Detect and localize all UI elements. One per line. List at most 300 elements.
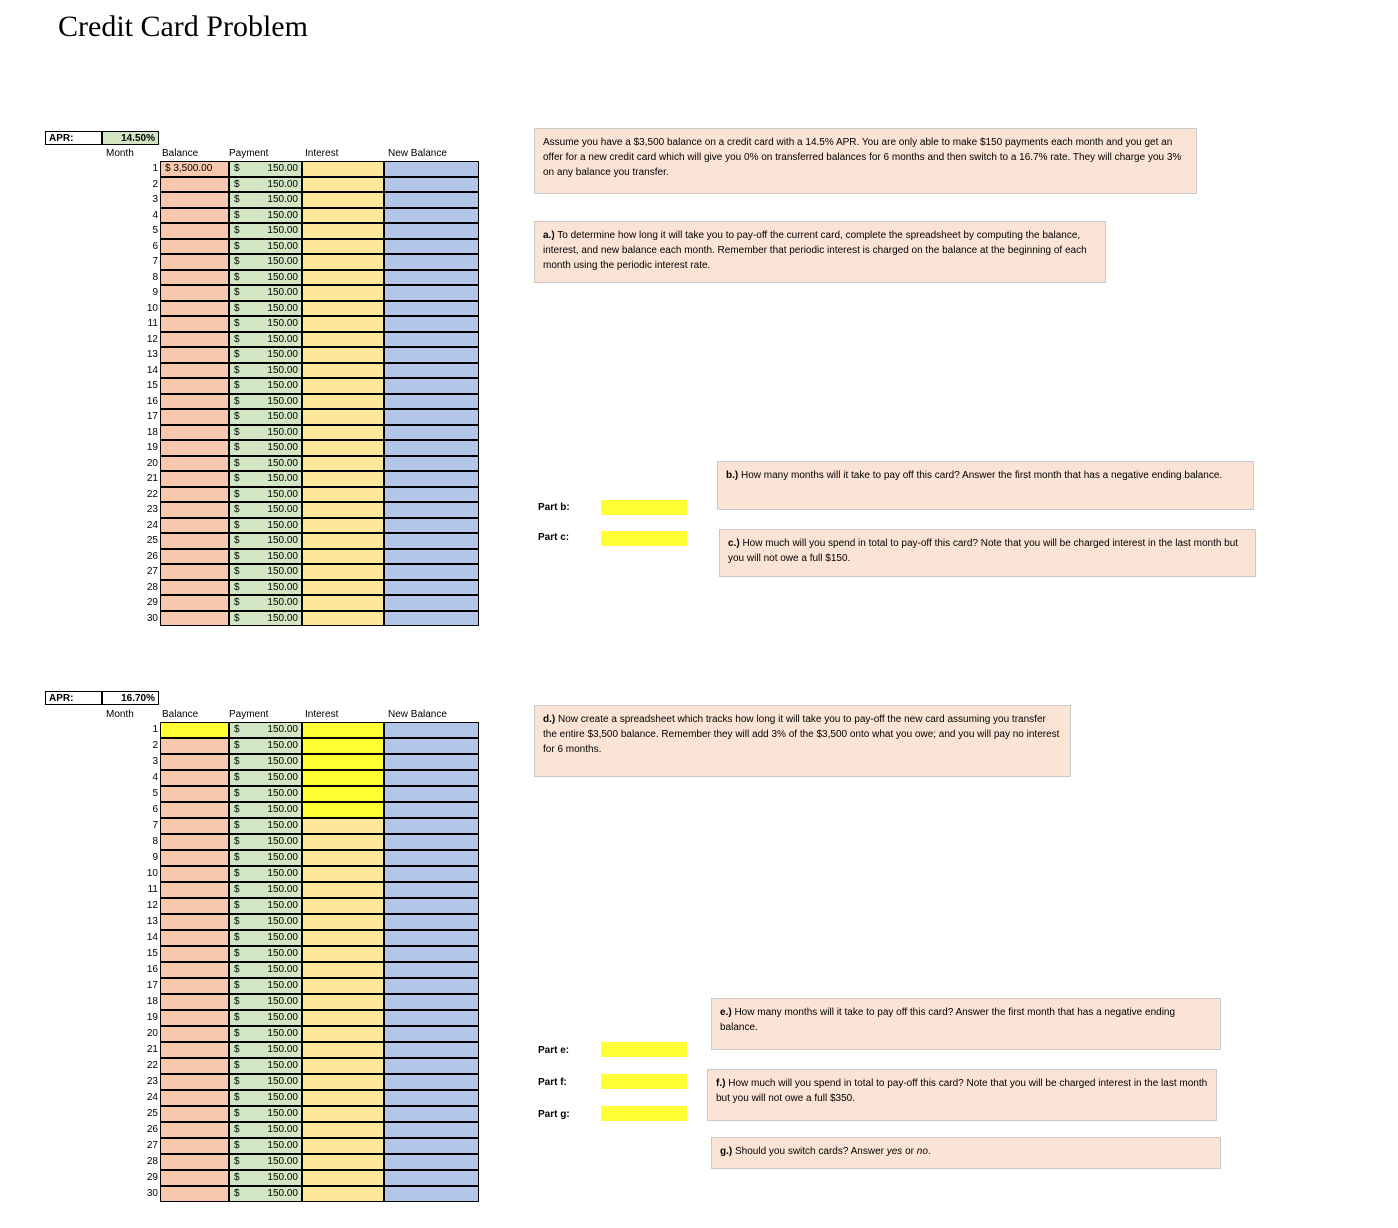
payment-currency: $: [234, 740, 240, 751]
balance-cell[interactable]: [160, 208, 229, 224]
new-balance-cell[interactable]: [384, 425, 479, 441]
balance-cell[interactable]: [160, 754, 229, 770]
balance-cell[interactable]: [160, 161, 229, 177]
payment-cell[interactable]: [229, 786, 302, 802]
new-balance-cell[interactable]: [384, 818, 479, 834]
new-balance-cell[interactable]: [384, 363, 479, 379]
interest-cell[interactable]: [302, 595, 384, 611]
payment-cell[interactable]: [229, 1154, 302, 1170]
new-balance-cell[interactable]: [384, 738, 479, 754]
balance-cell[interactable]: [160, 1090, 229, 1106]
apr-value-1[interactable]: 14.50%: [102, 131, 159, 145]
payment-currency: $: [234, 1076, 240, 1087]
interest-cell[interactable]: [302, 866, 384, 882]
payment-currency: $: [234, 1156, 240, 1167]
balance-cell[interactable]: [160, 223, 229, 239]
payment-cell[interactable]: [229, 270, 302, 286]
balance-cell[interactable]: [160, 611, 229, 627]
balance-cell[interactable]: [160, 1026, 229, 1042]
new-balance-cell[interactable]: [384, 456, 479, 472]
month-number: 4: [152, 209, 158, 221]
interest-cell[interactable]: [302, 332, 384, 348]
new-balance-cell[interactable]: [384, 802, 479, 818]
interest-cell[interactable]: [302, 580, 384, 596]
interest-cell[interactable]: [302, 962, 384, 978]
interest-cell[interactable]: [302, 316, 384, 332]
payment-value: 150.00: [267, 756, 298, 767]
payment-value: 150.00: [267, 1092, 298, 1103]
balance-cell[interactable]: [160, 994, 229, 1010]
new-balance-cell[interactable]: [384, 533, 479, 549]
interest-cell[interactable]: [302, 930, 384, 946]
new-balance-cell[interactable]: [384, 722, 479, 738]
payment-cell[interactable]: [229, 502, 302, 518]
apr-value-2[interactable]: 16.70%: [102, 691, 159, 705]
interest-cell[interactable]: [302, 208, 384, 224]
payment-currency: $: [234, 163, 240, 174]
balance-cell[interactable]: [160, 580, 229, 596]
payment-value: 150.00: [267, 550, 298, 562]
interest-cell[interactable]: [302, 946, 384, 962]
payment-cell[interactable]: [229, 834, 302, 850]
payment-cell[interactable]: [229, 978, 302, 994]
new-balance-cell[interactable]: [384, 409, 479, 425]
new-balance-cell[interactable]: [384, 1026, 479, 1042]
balance-cell[interactable]: [160, 1170, 229, 1186]
balance-cell[interactable]: [160, 316, 229, 332]
interest-cell[interactable]: [302, 1074, 384, 1090]
interest-cell[interactable]: [302, 1010, 384, 1026]
new-balance-cell[interactable]: [384, 549, 479, 565]
payment-value: 150.00: [267, 612, 298, 624]
interest-cell[interactable]: [302, 994, 384, 1010]
payment-cell[interactable]: [229, 239, 302, 255]
payment-cell[interactable]: [229, 850, 302, 866]
interest-cell[interactable]: [302, 738, 384, 754]
new-balance-cell[interactable]: [384, 1042, 479, 1058]
balance-cell[interactable]: [160, 834, 229, 850]
interest-cell[interactable]: [302, 533, 384, 549]
payment-currency: $: [234, 996, 240, 1007]
balance-cell[interactable]: [160, 471, 229, 487]
balance-cell[interactable]: [160, 518, 229, 534]
payment-cell[interactable]: [229, 518, 302, 534]
balance-cell[interactable]: [160, 1074, 229, 1090]
interest-cell[interactable]: [302, 270, 384, 286]
new-balance-cell[interactable]: [384, 394, 479, 410]
balance-cell[interactable]: [160, 425, 229, 441]
interest-cell[interactable]: [302, 1106, 384, 1122]
interest-cell[interactable]: [302, 1186, 384, 1202]
balance-cell[interactable]: [160, 770, 229, 786]
interest-cell[interactable]: [302, 850, 384, 866]
interest-cell[interactable]: [302, 285, 384, 301]
part-e-answer-cell[interactable]: [601, 1042, 687, 1057]
interest-cell[interactable]: [302, 1026, 384, 1042]
header-month-2: Month: [106, 709, 134, 720]
interest-cell[interactable]: [302, 347, 384, 363]
payment-cell[interactable]: [229, 738, 302, 754]
new-balance-cell[interactable]: [384, 1074, 479, 1090]
interest-cell[interactable]: [302, 722, 384, 738]
new-balance-cell[interactable]: [384, 1106, 479, 1122]
new-balance-cell[interactable]: [384, 378, 479, 394]
interest-cell[interactable]: [302, 898, 384, 914]
month-number: 2: [152, 178, 158, 190]
interest-cell[interactable]: [302, 611, 384, 627]
balance-cell[interactable]: [160, 1186, 229, 1202]
balance-cell[interactable]: [160, 239, 229, 255]
payment-cell[interactable]: [229, 818, 302, 834]
new-balance-cell[interactable]: [384, 471, 479, 487]
interest-cell[interactable]: [302, 239, 384, 255]
month-number: 28: [146, 1156, 158, 1167]
part-b-answer-cell[interactable]: [601, 500, 687, 515]
new-balance-cell[interactable]: [384, 850, 479, 866]
payment-cell[interactable]: [229, 192, 302, 208]
part-f-answer-cell[interactable]: [601, 1074, 687, 1089]
payment-cell[interactable]: [229, 1090, 302, 1106]
interest-cell[interactable]: [302, 502, 384, 518]
new-balance-cell[interactable]: [384, 502, 479, 518]
balance-cell[interactable]: [160, 802, 229, 818]
part-c-label: Part c:: [538, 532, 570, 543]
question-a-label: a.): [543, 230, 555, 241]
payment-cell[interactable]: [229, 332, 302, 348]
new-balance-cell[interactable]: [384, 834, 479, 850]
header-month-1: Month: [106, 148, 134, 159]
balance-cell[interactable]: [160, 456, 229, 472]
payment-cell[interactable]: [229, 1122, 302, 1138]
month-number: 22: [146, 488, 158, 500]
balance-cell[interactable]: [160, 1138, 229, 1154]
balance-cell[interactable]: [160, 898, 229, 914]
new-balance-cell[interactable]: [384, 1122, 479, 1138]
payment-cell[interactable]: [229, 161, 302, 177]
new-balance-cell[interactable]: [384, 487, 479, 503]
new-balance-cell[interactable]: [384, 786, 479, 802]
payment-value: 150.00: [267, 411, 298, 422]
balance-cell[interactable]: [160, 549, 229, 565]
balance-cell[interactable]: [160, 332, 229, 348]
new-balance-cell[interactable]: [384, 192, 479, 208]
payment-cell[interactable]: [229, 898, 302, 914]
new-balance-cell[interactable]: [384, 254, 479, 270]
balance-cell[interactable]: [160, 347, 229, 363]
new-balance-cell[interactable]: [384, 754, 479, 770]
new-balance-cell[interactable]: [384, 898, 479, 914]
payment-value: 150.00: [267, 395, 298, 407]
new-balance-cell[interactable]: [384, 270, 479, 286]
balance-cell[interactable]: [160, 978, 229, 994]
question-g-text-pre: Should you switch cards? Answer: [732, 1146, 887, 1157]
interest-cell[interactable]: [302, 834, 384, 850]
payment-value: 150.00: [267, 178, 298, 190]
interest-cell[interactable]: [302, 1154, 384, 1170]
new-balance-cell[interactable]: [384, 595, 479, 611]
interest-cell[interactable]: [302, 440, 384, 456]
month-number: 8: [152, 836, 158, 847]
payment-cell[interactable]: [229, 471, 302, 487]
payment-cell[interactable]: [229, 962, 302, 978]
payment-cell[interactable]: [229, 754, 302, 770]
balance-cell[interactable]: [160, 564, 229, 580]
new-balance-cell[interactable]: [384, 347, 479, 363]
new-balance-cell[interactable]: [384, 994, 479, 1010]
interest-cell[interactable]: [302, 223, 384, 239]
new-balance-cell[interactable]: [384, 177, 479, 193]
payment-cell[interactable]: [229, 770, 302, 786]
balance-cell[interactable]: [160, 1058, 229, 1074]
month-number: 26: [146, 1124, 158, 1135]
balance-cell[interactable]: [160, 192, 229, 208]
balance-cell[interactable]: [160, 786, 229, 802]
payment-cell[interactable]: [229, 994, 302, 1010]
payment-cell[interactable]: [229, 1074, 302, 1090]
new-balance-cell[interactable]: [384, 239, 479, 255]
interest-cell[interactable]: [302, 818, 384, 834]
payment-cell[interactable]: [229, 208, 302, 224]
payment-cell[interactable]: [229, 409, 302, 425]
interest-cell[interactable]: [302, 1090, 384, 1106]
payment-cell[interactable]: [229, 533, 302, 549]
payment-value: 150.00: [267, 1188, 298, 1199]
payment-currency: $: [234, 612, 240, 624]
payment-cell[interactable]: [229, 914, 302, 930]
payment-cell[interactable]: [229, 1170, 302, 1186]
new-balance-cell[interactable]: [384, 930, 479, 946]
new-balance-cell[interactable]: [384, 161, 479, 177]
payment-cell[interactable]: [229, 1106, 302, 1122]
interest-cell[interactable]: [302, 378, 384, 394]
payment-cell[interactable]: [229, 301, 302, 317]
payment-cell[interactable]: [229, 363, 302, 379]
balance-cell[interactable]: [160, 1154, 229, 1170]
interest-cell[interactable]: [302, 161, 384, 177]
new-balance-cell[interactable]: [384, 978, 479, 994]
balance-cell[interactable]: [160, 378, 229, 394]
balance-cell[interactable]: [160, 962, 229, 978]
balance-cell[interactable]: [160, 850, 229, 866]
new-balance-cell[interactable]: [384, 301, 479, 317]
balance-cell[interactable]: [160, 882, 229, 898]
interest-cell[interactable]: [302, 254, 384, 270]
month-number: 5: [152, 788, 158, 799]
question-b-label: b.): [726, 470, 739, 481]
payment-cell[interactable]: [229, 882, 302, 898]
payment-cell[interactable]: [229, 580, 302, 596]
interest-cell[interactable]: [302, 564, 384, 580]
payment-cell[interactable]: [229, 802, 302, 818]
payment-cell[interactable]: [229, 347, 302, 363]
balance-cell[interactable]: [160, 394, 229, 410]
payment-cell[interactable]: [229, 316, 302, 332]
payment-cell[interactable]: [229, 487, 302, 503]
payment-cell[interactable]: [229, 223, 302, 239]
balance-cell[interactable]: [160, 285, 229, 301]
new-balance-cell[interactable]: [384, 611, 479, 627]
balance-cell[interactable]: [160, 440, 229, 456]
month-number: 17: [146, 411, 158, 422]
month-number: 20: [146, 1028, 158, 1039]
payment-cell[interactable]: [229, 564, 302, 580]
new-balance-cell[interactable]: [384, 580, 479, 596]
payment-cell[interactable]: [229, 595, 302, 611]
new-balance-cell[interactable]: [384, 1154, 479, 1170]
balance-cell[interactable]: [160, 177, 229, 193]
interest-cell[interactable]: [302, 1138, 384, 1154]
payment-currency: $: [234, 1060, 240, 1071]
interest-cell[interactable]: [302, 301, 384, 317]
interest-cell[interactable]: [302, 914, 384, 930]
month-number: 25: [146, 1108, 158, 1119]
new-balance-cell[interactable]: [384, 518, 479, 534]
payment-value: 150.00: [267, 380, 298, 391]
balance-cell[interactable]: [160, 1010, 229, 1026]
interest-cell[interactable]: [302, 1058, 384, 1074]
question-d-label: d.): [543, 714, 556, 725]
payment-value: 150.00: [267, 724, 298, 735]
new-balance-cell[interactable]: [384, 1138, 479, 1154]
interest-cell[interactable]: [302, 786, 384, 802]
payment-cell[interactable]: [229, 549, 302, 565]
interest-cell[interactable]: [302, 456, 384, 472]
balance-cell[interactable]: [160, 1122, 229, 1138]
interest-cell[interactable]: [302, 978, 384, 994]
new-balance-cell[interactable]: [384, 285, 479, 301]
interest-cell[interactable]: [302, 1042, 384, 1058]
part-g-answer-cell[interactable]: [601, 1106, 687, 1121]
new-balance-cell[interactable]: [384, 208, 479, 224]
payment-currency: $: [234, 333, 240, 345]
payment-cell[interactable]: [229, 946, 302, 962]
header-interest-2: Interest: [305, 709, 339, 720]
payment-value: 150.00: [267, 900, 298, 911]
interest-cell[interactable]: [302, 549, 384, 565]
balance-cell[interactable]: [160, 738, 229, 754]
payment-cell[interactable]: [229, 1026, 302, 1042]
payment-currency: $: [234, 836, 240, 847]
interest-cell[interactable]: [302, 802, 384, 818]
new-balance-cell[interactable]: [384, 1090, 479, 1106]
balance-cell[interactable]: [160, 533, 229, 549]
interest-cell[interactable]: [302, 425, 384, 441]
payment-cell[interactable]: [229, 1186, 302, 1202]
balance-cell[interactable]: [160, 270, 229, 286]
payment-cell[interactable]: [229, 285, 302, 301]
payment-cell[interactable]: [229, 1010, 302, 1026]
payment-cell[interactable]: [229, 1138, 302, 1154]
balance-cell[interactable]: [160, 1042, 229, 1058]
balance-cell[interactable]: [160, 409, 229, 425]
part-c-answer-cell[interactable]: [601, 531, 687, 546]
new-balance-cell[interactable]: [384, 914, 479, 930]
balance-cell[interactable]: [160, 946, 229, 962]
new-balance-cell[interactable]: [384, 1010, 479, 1026]
payment-cell[interactable]: [229, 378, 302, 394]
balance-cell[interactable]: [160, 301, 229, 317]
interest-cell[interactable]: [302, 192, 384, 208]
interest-cell[interactable]: [302, 882, 384, 898]
payment-cell[interactable]: [229, 394, 302, 410]
payment-cell[interactable]: [229, 611, 302, 627]
new-balance-cell[interactable]: [384, 1170, 479, 1186]
balance-cell[interactable]: [160, 818, 229, 834]
interest-cell[interactable]: [302, 487, 384, 503]
payment-cell[interactable]: [229, 1042, 302, 1058]
new-balance-cell[interactable]: [384, 223, 479, 239]
payment-cell[interactable]: [229, 425, 302, 441]
payment-currency: $: [234, 240, 240, 252]
interest-cell[interactable]: [302, 409, 384, 425]
month-number: 26: [146, 550, 158, 562]
interest-cell[interactable]: [302, 1122, 384, 1138]
interest-cell[interactable]: [302, 1170, 384, 1186]
month-number: 21: [146, 473, 158, 484]
interest-cell[interactable]: [302, 394, 384, 410]
payment-currency: $: [234, 1140, 240, 1151]
payment-value: 150.00: [267, 948, 298, 959]
interest-cell[interactable]: [302, 518, 384, 534]
question-e-label: e.): [720, 1007, 732, 1018]
new-balance-cell[interactable]: [384, 1058, 479, 1074]
new-balance-cell[interactable]: [384, 1186, 479, 1202]
payment-cell[interactable]: [229, 456, 302, 472]
payment-value: 150.00: [267, 271, 298, 283]
payment-cell[interactable]: [229, 177, 302, 193]
interest-cell[interactable]: [302, 754, 384, 770]
balance-cell[interactable]: [160, 914, 229, 930]
new-balance-cell[interactable]: [384, 316, 479, 332]
balance-cell[interactable]: [160, 930, 229, 946]
new-balance-cell[interactable]: [384, 332, 479, 348]
balance-cell[interactable]: [160, 866, 229, 882]
new-balance-cell[interactable]: [384, 882, 479, 898]
payment-cell[interactable]: [229, 1058, 302, 1074]
new-balance-cell[interactable]: [384, 866, 479, 882]
interest-cell[interactable]: [302, 471, 384, 487]
payment-value: 150.00: [267, 504, 298, 515]
interest-cell[interactable]: [302, 177, 384, 193]
header-interest-1: Interest: [305, 148, 339, 159]
new-balance-cell[interactable]: [384, 564, 479, 580]
month-number: 3: [152, 194, 158, 205]
new-balance-cell[interactable]: [384, 440, 479, 456]
payment-cell[interactable]: [229, 866, 302, 882]
balance-cell[interactable]: [160, 502, 229, 518]
payment-value: 150.00: [267, 852, 298, 863]
balance-cell[interactable]: [160, 722, 229, 738]
interest-cell[interactable]: [302, 363, 384, 379]
payment-cell[interactable]: [229, 722, 302, 738]
month-number: 30: [146, 612, 158, 624]
balance-cell[interactable]: [160, 487, 229, 503]
new-balance-cell[interactable]: [384, 770, 479, 786]
payment-cell[interactable]: [229, 930, 302, 946]
balance-cell[interactable]: [160, 363, 229, 379]
balance-cell[interactable]: [160, 254, 229, 270]
payment-currency: $: [234, 980, 240, 991]
new-balance-cell[interactable]: [384, 946, 479, 962]
apr-label-1: APR:: [45, 131, 102, 145]
new-balance-cell[interactable]: [384, 962, 479, 978]
payment-cell[interactable]: [229, 254, 302, 270]
balance-cell[interactable]: [160, 595, 229, 611]
interest-cell[interactable]: [302, 770, 384, 786]
balance-cell[interactable]: [160, 1106, 229, 1122]
month-number: 13: [146, 349, 158, 360]
payment-cell[interactable]: [229, 440, 302, 456]
